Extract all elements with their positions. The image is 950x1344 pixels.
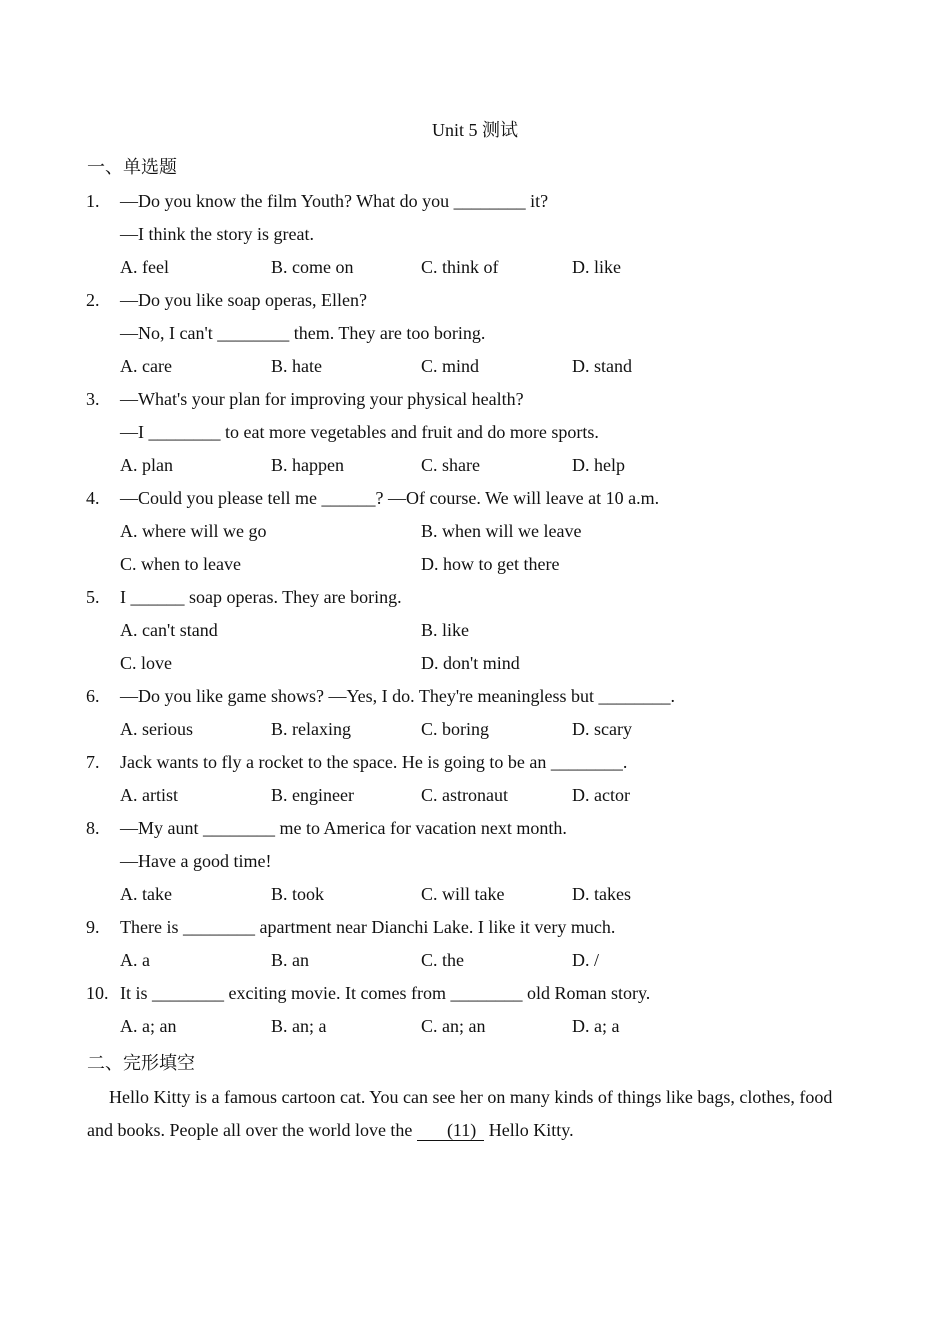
answer-option: A. a xyxy=(120,950,150,970)
answer-option: C. the xyxy=(421,950,464,970)
answer-option: B. engineer xyxy=(271,785,354,805)
answer-option: C. an; an xyxy=(421,1016,486,1036)
answer-option: B. come on xyxy=(271,257,354,277)
answer-option: A. can't stand xyxy=(120,620,218,640)
answer-option: D. actor xyxy=(572,785,630,805)
passage-text: Hello Kitty is a famous cartoon cat. You can see her on many kinds of things like bags, clothes, food and books. People all over the world love the xyxy=(87,1087,833,1140)
answer-option: A. serious xyxy=(120,719,193,739)
answer-option: A. plan xyxy=(120,455,173,475)
question-number: 2. xyxy=(86,290,100,310)
answer-option: D. like xyxy=(572,257,621,277)
question-number: 9. xyxy=(86,917,100,937)
answer-option: D. scary xyxy=(572,719,632,739)
answer-option: C. share xyxy=(421,455,480,475)
question-number: 10. xyxy=(86,983,109,1003)
answer-option: B. relaxing xyxy=(271,719,351,739)
answer-option: A. feel xyxy=(120,257,169,277)
answer-option: D. don't mind xyxy=(421,653,520,673)
question-number: 8. xyxy=(86,818,100,838)
document-title: Unit 5 测试 xyxy=(431,120,518,140)
question-text: There is ________ apartment near Dianchi Lake. I like it very much. xyxy=(120,917,616,937)
blank-11: (11) xyxy=(417,1120,484,1141)
question-text: I ______ soap operas. They are boring. xyxy=(120,587,402,607)
question-text: —No, I can't ________ them. They are too boring. xyxy=(120,323,486,343)
answer-option: C. love xyxy=(120,653,172,673)
answer-option: A. where will we go xyxy=(120,521,267,541)
question-number: 1. xyxy=(86,191,100,211)
answer-option: B. an xyxy=(271,950,309,970)
question-text: Jack wants to fly a rocket to the space. He is going to be an ________. xyxy=(120,752,628,772)
question-text: —I ________ to eat more vegetables and fruit and do more sports. xyxy=(120,422,599,442)
answer-option: B. took xyxy=(271,884,325,904)
answer-option: C. astronaut xyxy=(421,785,508,805)
question-number: 6. xyxy=(86,686,100,706)
question-text: —I think the story is great. xyxy=(120,224,314,244)
answer-option: B. hate xyxy=(271,356,322,376)
question-number: 4. xyxy=(86,488,100,508)
question-text: —Do you know the film Youth? What do you ________ it? xyxy=(120,191,549,211)
question-text: —Do you like game shows? —Yes, I do. They're meaningless but ________. xyxy=(120,686,676,706)
answer-option: B. when will we leave xyxy=(421,521,582,541)
answer-option: C. will take xyxy=(421,884,505,904)
question-number: 3. xyxy=(86,389,100,409)
answer-option: A. artist xyxy=(120,785,178,805)
answer-option: D. how to get there xyxy=(421,554,560,574)
question-number: 5. xyxy=(86,587,100,607)
passage-text-end: Hello Kitty. xyxy=(484,1120,574,1140)
answer-option: C. think of xyxy=(421,257,499,277)
answer-option: B. happen xyxy=(271,455,344,475)
answer-option: C. boring xyxy=(421,719,490,739)
answer-option: D. a; a xyxy=(572,1016,620,1036)
answer-option: B. an; a xyxy=(271,1016,327,1036)
question-text: —My aunt ________ me to America for vacation next month. xyxy=(120,818,567,838)
question-text: —Do you like soap operas, Ellen? xyxy=(120,290,367,310)
cloze-passage xyxy=(87,1081,852,1147)
answer-option: C. mind xyxy=(421,356,480,376)
answer-option: A. take xyxy=(120,884,172,904)
answer-option: B. like xyxy=(421,620,469,640)
section-heading-single-choice: 一、单选题 xyxy=(87,157,177,177)
question-text: It is ________ exciting movie. It comes from ________ old Roman story. xyxy=(120,983,651,1003)
answer-option: D. stand xyxy=(572,356,632,376)
answer-option: D. help xyxy=(572,455,625,475)
answer-option: D. / xyxy=(572,950,599,970)
question-text: —What's your plan for improving your physical health? xyxy=(120,389,524,409)
question-text: —Could you please tell me ______? —Of course. We will leave at 10 a.m. xyxy=(120,488,660,508)
answer-option: A. care xyxy=(120,356,172,376)
question-number: 7. xyxy=(86,752,100,772)
answer-option: A. a; an xyxy=(120,1016,177,1036)
answer-option: C. when to leave xyxy=(120,554,241,574)
answer-option: D. takes xyxy=(572,884,631,904)
section-heading-cloze: 二、完形填空 xyxy=(87,1053,195,1073)
question-text: —Have a good time! xyxy=(120,851,272,871)
